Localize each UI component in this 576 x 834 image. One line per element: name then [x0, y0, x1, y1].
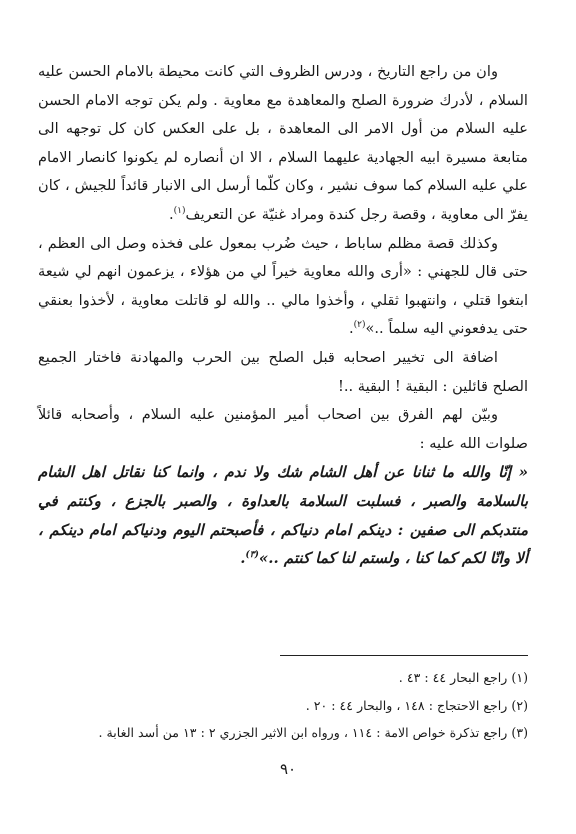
footnote-ref-3: (٣) — [245, 550, 259, 561]
quote-paragraph — [38, 458, 528, 572]
paragraph-1 — [38, 58, 528, 230]
paragraph-2-text: وكذلك قصة مظلم ساباط ، حيث ضُرب بمعول على فخذه وصل الى العظم ، حتى قال للجهني : «أرى والله معاوية خيراً لي من هؤلاء ، يزعمون انهم لي شيعة ابتغوا قتلي ، وانتهبوا ثقلي ، وأخذوا مالي .. والله لو قاتلت معاوية ، لأخذوا بعنقي حتى يدفعوني اليه سلماً ..» — [38, 234, 528, 338]
footnote-ref-2: (٢) — [353, 320, 366, 331]
page-number: ٩٠ — [279, 760, 297, 778]
quote-text: « إنّا والله ما ثنانا عن أهل الشام شك ولا ندم ، وانما كنا نقاتل اهل الشام بالسلامة والصبر ، فسلبت السلامة بالعداوة ، والصبر بالجزع ، وكنتم في منتدبكم الى صفين : دينكم امام دنياكم ، فأصبحتم اليوم ودنياكم امام دينكم ، ألا وانّا لكم كما كنا ، ولستم لنا كما كنتم ..» — [38, 463, 528, 568]
paragraph-2 — [38, 230, 528, 344]
paragraph-2-tail: . — [348, 320, 354, 338]
paragraph-4 — [38, 401, 528, 458]
main-text — [38, 58, 528, 573]
paragraph-1-tail: . — [168, 205, 174, 223]
footnote-1: (١) راجع البحار ٤٤ : ٤٣ . — [398, 670, 528, 685]
footnote-ref-1: (١) — [173, 206, 186, 217]
quote-tail: . — [240, 549, 246, 568]
footnote-separator — [280, 655, 528, 656]
footnotes — [38, 664, 528, 747]
paragraph-3-text: اضافة الى تخيير اصحابه قبل الصلح بين الحرب والمهادنة فاختار الجميع الصلح قائلين : البقية ! البقية ..! — [38, 348, 528, 395]
paragraph-1-text: وان من راجع التاريخ ، ودرس الظروف التي كانت محيطة بالامام الحسن عليه السلام ، لأدرك ضرورة الصلح والمعاهدة مع معاوية . ولم يكن توجه الامام الحسن عليه السلام من أول الامر الى المعاهدة ، بل على العكس كان كل توجهه الى متابعة مسيرة ابيه الجهادية عليهما السلام ، الا ان أنصاره لم يكونوا كانصار الامام علي عليه السلام كما سوف نشير ، وكان كلّما أرسل الى الانبار قائداً للجيش ، كان يفرّ الى معاوية ، وقصة رجل كندة ومراد غنيّة عن التعريف — [38, 63, 528, 223]
footnote-3: (٣) راجع تذكرة خواص الامة : ١١٤ ، ورواه ابن الاثير الجزري ٢ : ١٣ من أسد الغابة . — [98, 725, 528, 740]
paragraph-3 — [38, 344, 528, 401]
footnote-2: (٢) راجع الاحتجاج : ١٤٨ ، والبحار ٤٤ : ٢٠ . — [305, 697, 528, 713]
paragraph-4-text: وبيّن لهم الفرق بين اصحاب أمير المؤمنين عليه السلام ، وأصحابه قائلاً صلوات الله عليه : — [38, 406, 528, 452]
